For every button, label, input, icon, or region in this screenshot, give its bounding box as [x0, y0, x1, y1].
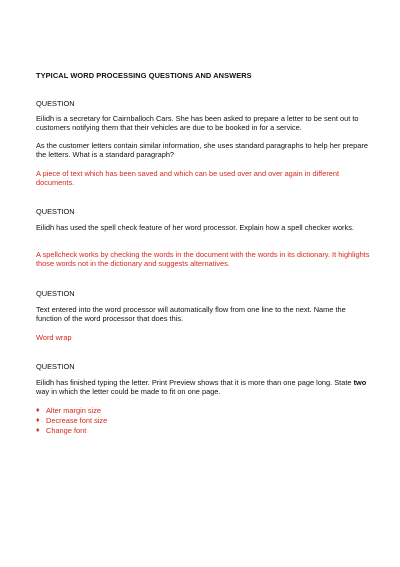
list-item [36, 406, 372, 416]
question-label: QUESTION [36, 207, 75, 216]
question-text [36, 378, 372, 397]
answer-text: A spellcheck works by checking the words in the document with the words in its dictionary. It highlights those words not in the dictionary and suggests alternatives. [36, 250, 370, 269]
diamond-bullet-icon: ♦ [36, 407, 40, 414]
list-item [36, 426, 372, 436]
question-text: Eilidh has used the spell check feature of her word processor. Explain how a spell checker works. [36, 223, 354, 232]
question-text-part: way in which the letter could be made to fit on one page. [36, 387, 221, 397]
answer-list [36, 406, 372, 436]
document-title: TYPICAL WORD PROCESSING QUESTIONS AND ANSWERS [36, 71, 252, 80]
answer-text: Alter margin size [46, 406, 102, 415]
question-label: QUESTION [36, 99, 75, 108]
question-text-part: Eilidh has finished typing the letter. Print Preview shows that it is more than one page long. State [36, 378, 354, 387]
answer-text: Change font [46, 426, 87, 435]
diamond-bullet-icon: ♦ [36, 417, 40, 424]
question-text: Text entered into the word processor will automatically flow from one line to the next. Name the function of the word processor that does this. [36, 305, 346, 324]
answer-text: A piece of text which has been saved and which can be used over and over again in different documents. [36, 169, 340, 188]
answer-text: Decrease font size [46, 416, 108, 425]
question-label: QUESTION [36, 362, 75, 371]
diamond-bullet-icon: ♦ [36, 427, 40, 434]
question-text: As the customer letters contain similar information, she uses standard paragraphs to help her prepare the letters. What is a standard paragraph? [36, 141, 368, 160]
question-label: QUESTION [36, 289, 75, 298]
answer-text: Word wrap [36, 333, 72, 342]
question-text: Eilidh is a secretary for Cairnballoch Cars. She has been asked to prepare a letter to be sent out to customers notifying them that their vehicles are due to be booked in for a service. [36, 114, 359, 133]
list-item [36, 416, 372, 426]
emphasis-word: two [353, 378, 367, 387]
